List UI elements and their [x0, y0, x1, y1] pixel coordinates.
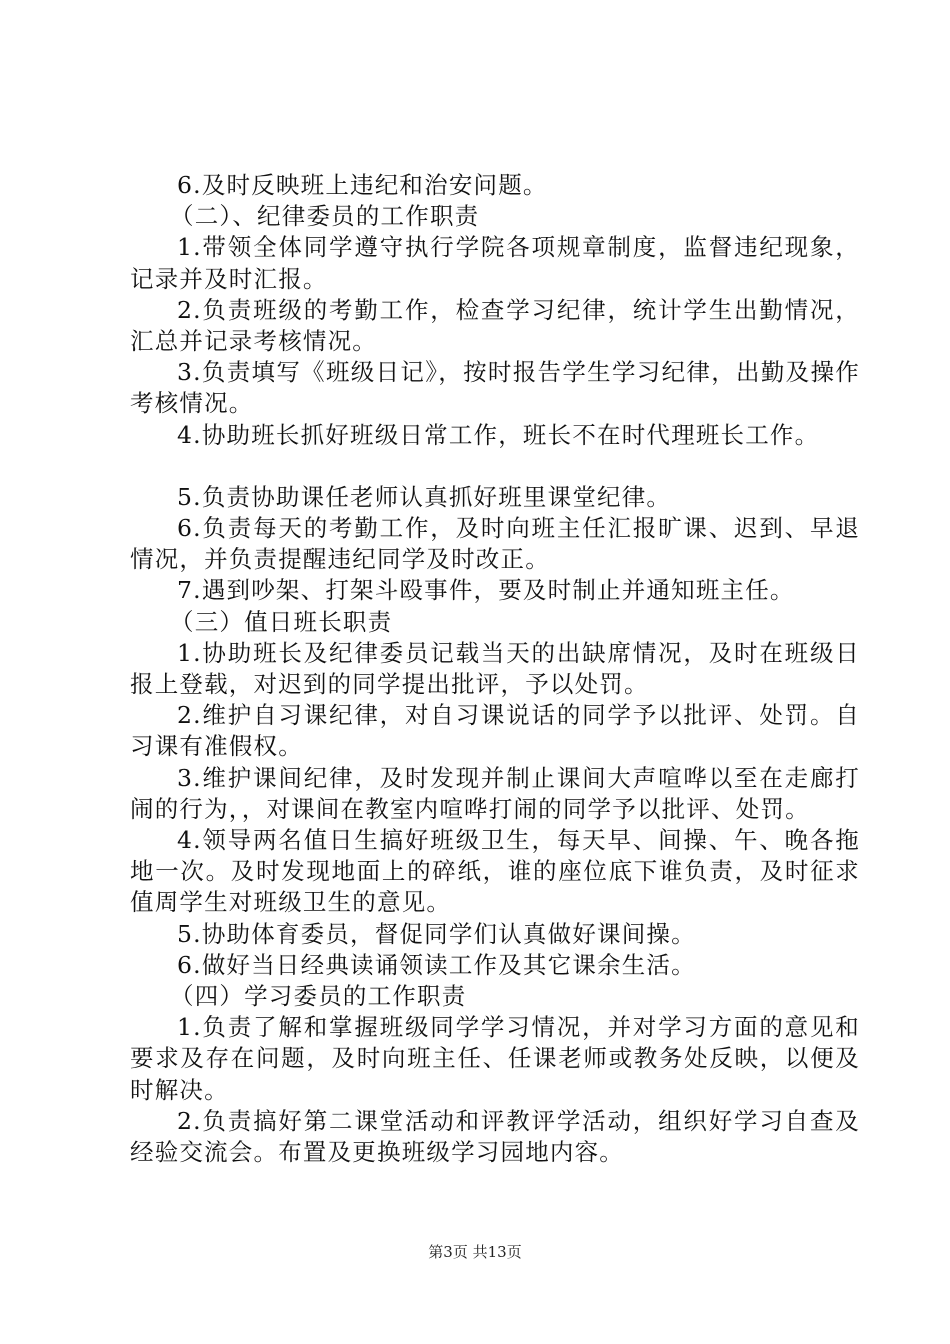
paragraph: 4.协助班长抓好班级日常工作，班长不在时代理班长工作。	[177, 420, 820, 449]
paragraph: 3.维护课间纪律，及时发现并制止课间大声喧哗以至在走廊打闹的行为，，对课间在教室内喧哗打闹的同学予以批评、处罚。	[130, 763, 860, 823]
section-heading: （四）学习委员的工作职责	[170, 982, 467, 1011]
paragraph: 3.负责填写《班级日记》，按时报告学生学习纪律，出勤及操作考核情况。	[130, 358, 860, 418]
paragraph: 1.带领全体同学遵守执行学院各项规章制度，监督违纪现象，记录并及时汇报。	[130, 233, 860, 293]
section-heading: （三）值日班长职责	[170, 607, 393, 636]
paragraph: 7.遇到吵架、打架斗殴事件，要及时制止并通知班主任。	[177, 576, 795, 605]
paragraph: 2.负责班级的考勤工作，检查学习纪律，统计学生出勤情况，汇总并记录考核情况。	[130, 295, 860, 356]
paragraph: 6.及时反映班上违纪和治安问题。	[177, 171, 548, 199]
page-number-footer: 第3页 共13页	[428, 1243, 522, 1261]
paragraph: 1.协助班长及纪律委员记载当天的出缺席情况，及时在班级日报上登载，对迟到的同学提出批评，予以处罚。	[130, 638, 860, 699]
section-heading: （二）、纪律委员的工作职责	[170, 202, 480, 231]
paragraph: 6.做好当日经典读诵领读工作及其它课余生活。	[177, 950, 696, 979]
paragraph: 6.负责每天的考勤工作，及时向班主任汇报旷课、迟到、早退情况，并负责提醒违纪同学及时改正。	[130, 514, 860, 574]
paragraph: 4.领导两名值日生搞好班级卫生，每天早、间操、午、晚各拖地一次。及时发现地面上的碎纸，谁的座位底下谁负责，及时征求值周学生对班级卫生的意见。	[130, 826, 860, 917]
paragraph: 1.负责了解和掌握班级同学学习情况，并对学习方面的意见和要求及存在问题，及时向班主任、任课老师或教务处反映，以便及时解决。	[130, 1013, 860, 1104]
document-body	[130, 170, 860, 1168]
paragraph: 2.维护自习课纪律，对自习课说话的同学予以批评、处罚。自习课有准假权。	[130, 701, 860, 761]
paragraph: 2.负责搞好第二课堂活动和评教评学活动，组织好学习自查及经验交流会。布置及更换班级学习园地内容。	[130, 1106, 860, 1167]
paragraph: 5.负责协助课任老师认真抓好班里课堂纪律。	[177, 482, 672, 511]
paragraph: 5.协助体育委员，督促同学们认真做好课间操。	[177, 919, 696, 948]
